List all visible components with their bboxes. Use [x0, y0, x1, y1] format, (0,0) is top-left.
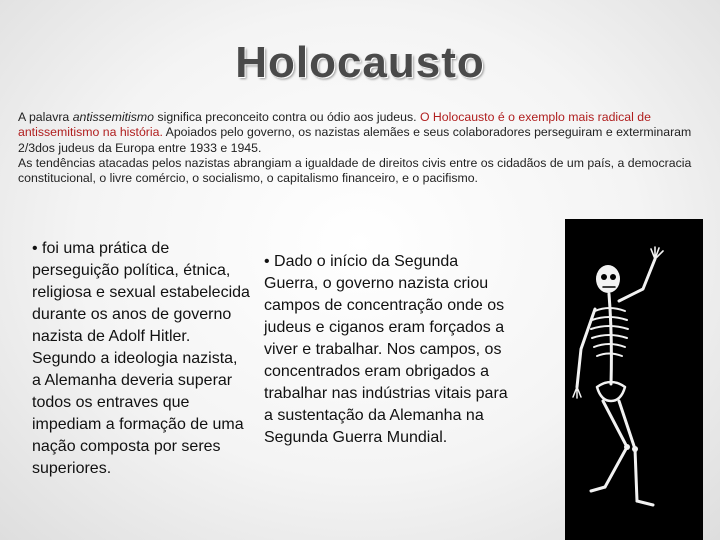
intro-paragraph-1 [18, 110, 708, 156]
intro-highlight: O Holocausto é o exemplo mais radical de antissemitismo na história. [18, 110, 651, 140]
intro-text-a: A palavra [18, 110, 73, 124]
intro-paragraph-2: As tendências atacadas pelos nazistas abrangiam a igualdade de direitos civis entre os cidadãos de um país, a democracia constitucional, o livre comércio, o socialismo, o capitalismo financeiro, e o pacifismo. [18, 155, 692, 186]
intro-text-b: significa preconceito contra ou ódio aos judeus. [154, 110, 420, 124]
skeleton-icon [565, 219, 703, 540]
intro-text-c: Apoiados pelo governo, os nazistas alemães e seus colaboradores perseguiram e exterminaram 2/3dos judeus da Europa entre 1933 e 1945. [18, 125, 692, 155]
intro-term-antissemitismo: antissemitismo [72, 110, 155, 124]
skeleton-image [565, 219, 703, 540]
intro-text [18, 110, 708, 186]
left-column-text: • foi uma prática de perseguição política, étnica, religiosa e sexual estabelecida durante os anos de governo nazista de Adolf Hitler. Segundo a ideologia nazista, a Alemanha deveria superar todos os entraves que impediam a formação de uma nação composta por seres superiores. [32, 240, 250, 477]
slide-title: Holocausto [235, 38, 485, 87]
right-column-text: • Dado o início da Segunda Guerra, o governo nazista criou campos de concentração onde os judeus e ciganos eram forçados a viver e trabalhar. Nos campos, os concentrados eram obrigados a trabalhar nas indústrias vitais para a sustentação da Alemanha na Segunda Guerra Mundial. [264, 253, 508, 446]
